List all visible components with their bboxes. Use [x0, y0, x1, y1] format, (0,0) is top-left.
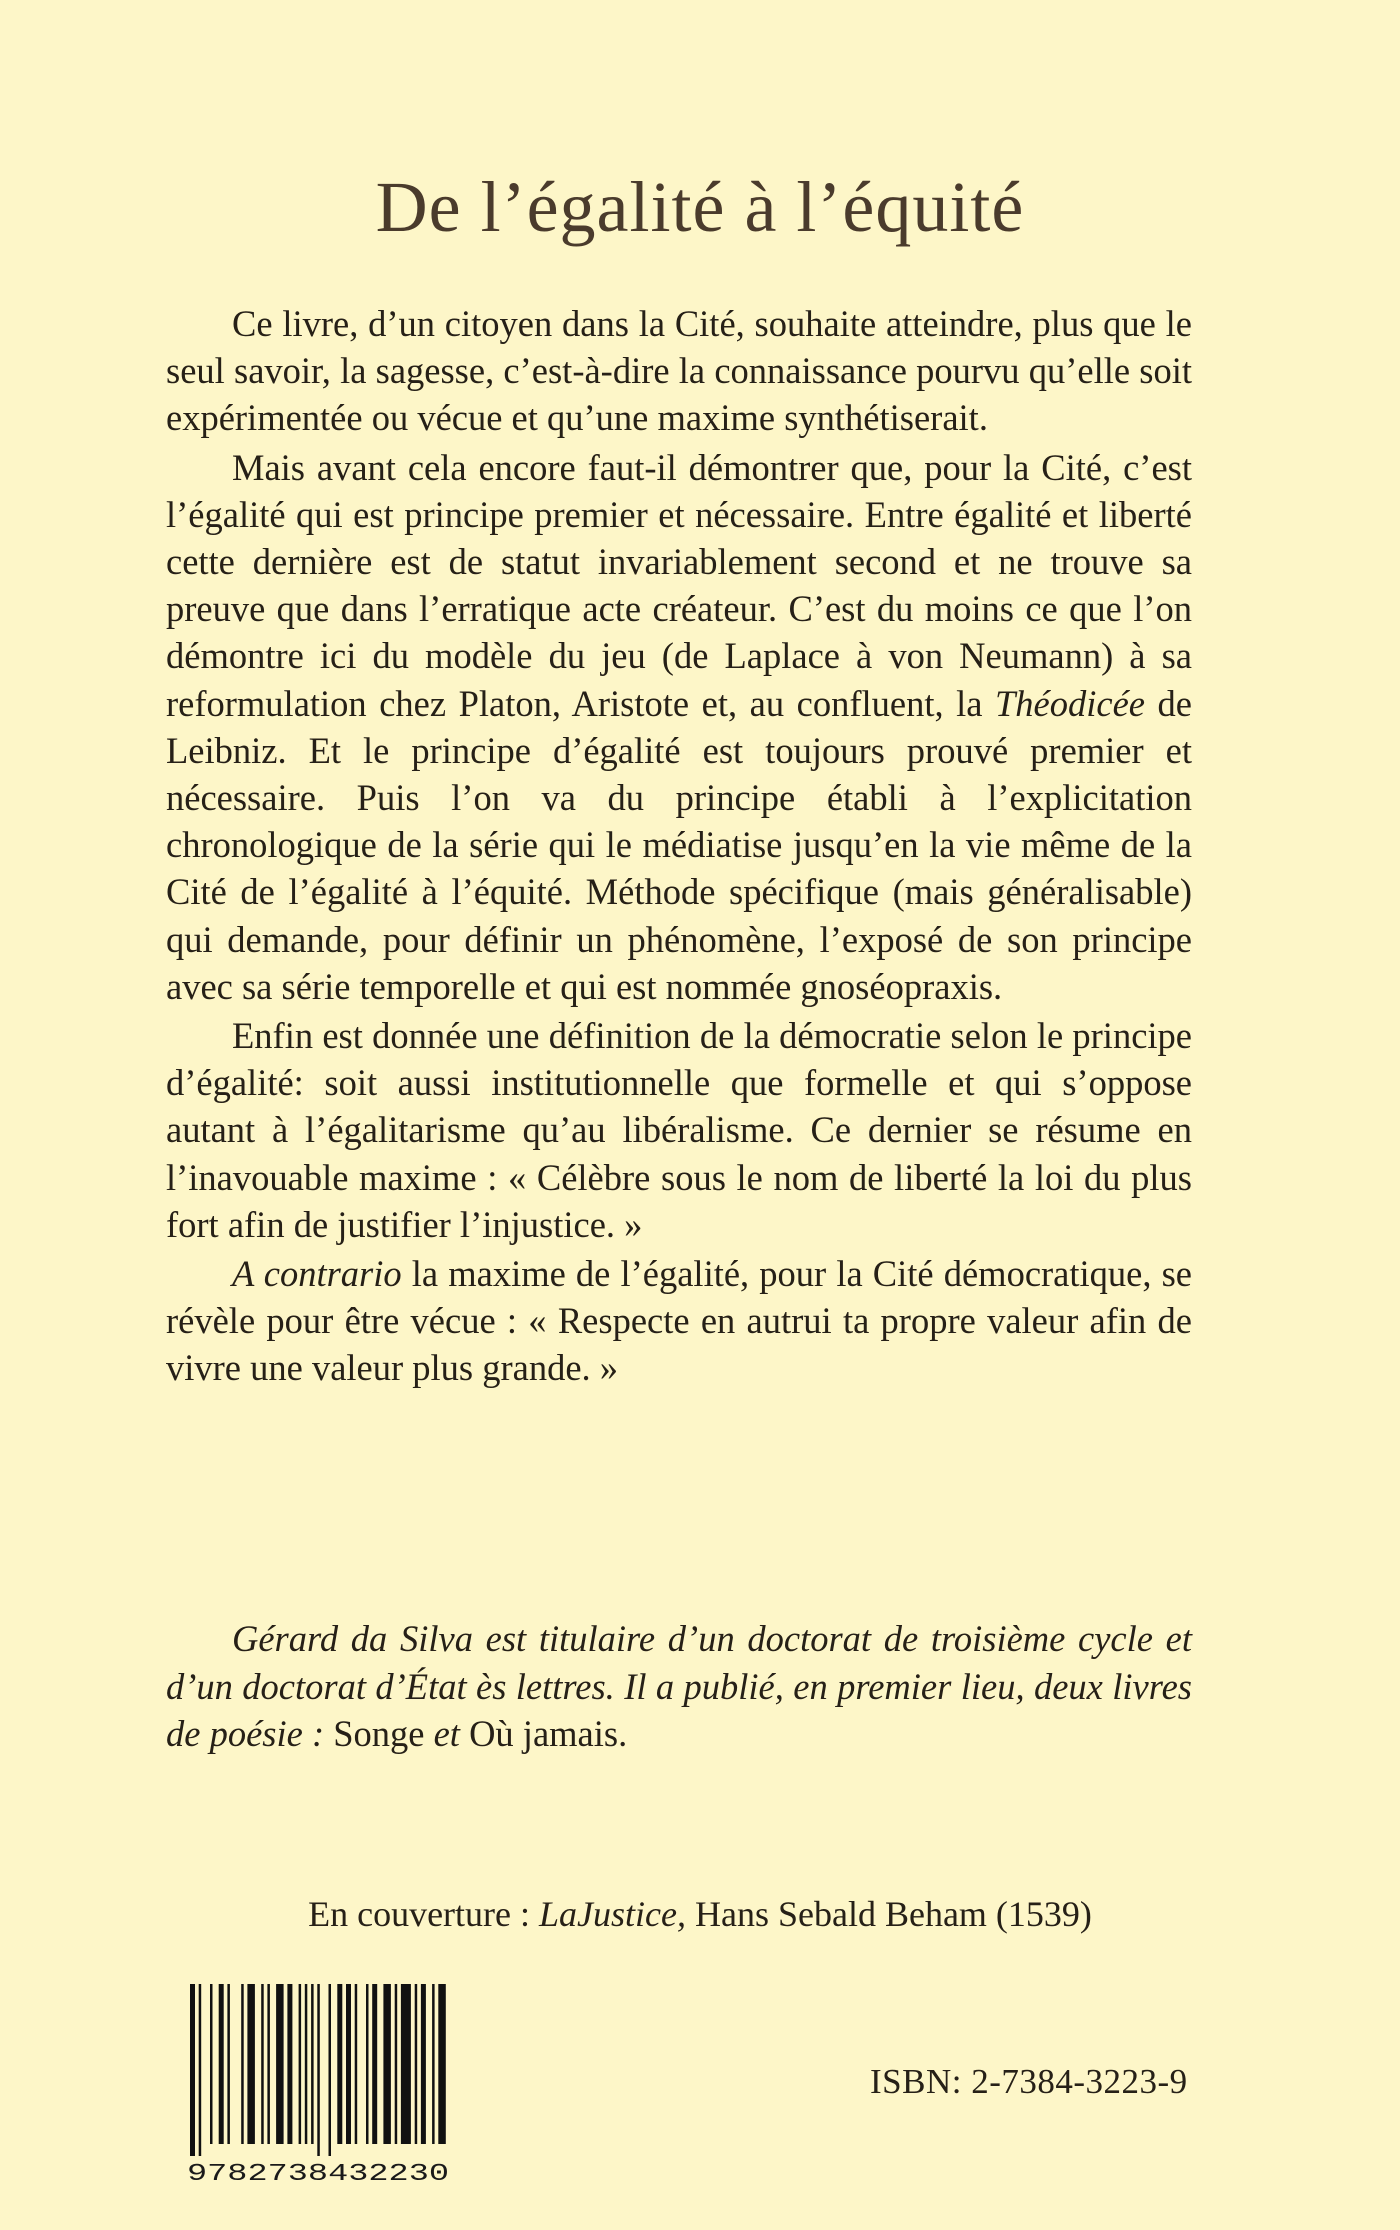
barcode-bar [227, 1984, 230, 2144]
barcode-bar [432, 1984, 435, 2144]
barcode-bar [305, 1984, 308, 2144]
barcode-bar [241, 1984, 244, 2144]
barcode [184, 1980, 452, 2185]
blurb-paragraph-1: Ce livre, d’un citoyen dans la Cité, souhaite atteindre, plus que le seul savoir, la sagesse, c’est-à-dire la connaissance pourvu qu’elle soit expérimentée ou vécue et qu’une maxime synthétiserait. [166, 303, 1192, 439]
barcode-bar [355, 1984, 358, 2144]
barcode-bar [372, 1984, 377, 2144]
barcode-bar [199, 1984, 202, 2156]
barcode-bars [190, 1984, 446, 2156]
barcode-bar [415, 1984, 418, 2144]
barcode-bar [261, 1984, 264, 2144]
barcode-bar [299, 1984, 302, 2144]
blurb-paragraph-2-part-b: de Leibniz. Et le principe d’égalité est toujours prouvé premier et nécessaire. Puis l’on va du principe établi à l’explicitation chronologique de la série qui le médiatise jusqu’en la vie même de la Cité de l’égalité à l’équité. Méthode spécifique (mais généralisable) qui demande, pour définir un phénomène, l’exposé de son principe avec sa série temporelle et qui est nommée gnoséopraxis. [166, 682, 1192, 1007]
bio-conjunction: et [424, 1713, 470, 1754]
cover-credit-prefix: En couverture : [308, 1894, 539, 1934]
author-bio-text: Gérard da Silva est titulaire d’un doctorat de troisième cycle et d’un doctorat d’État ès lettres. Il a publié, en premier lieu, deux livres de poésie : [166, 1618, 1192, 1754]
barcode-bar [287, 1984, 292, 2144]
barcode-bar [311, 1984, 314, 2144]
barcode-bar [329, 1984, 332, 2156]
barcode-bar [317, 1984, 320, 2156]
barcode-bar [346, 1984, 351, 2144]
author-bio-paragraph [166, 1615, 1192, 1758]
barcode-bar [210, 1984, 213, 2144]
blurb-paragraph-3: Enfin est donnée une définition de la démocratie selon le principe d’égalité: soit aussi institutionnelle que formelle et qui s’oppose autant à l’égalitarisme qu’au libéralisme. Ce dernier se résume en l’inavouable maxime : « Célèbre sous le nom de liberté la loi du plus fort afin de justifier l’injustice. » [166, 1015, 1192, 1245]
barcode-bar [395, 1984, 398, 2144]
barcode-bar [276, 1984, 284, 2144]
a-contrario: A contrario [232, 1253, 402, 1295]
cover-artist: Hans Sebald Beham (1539) [685, 1894, 1092, 1934]
barcode-bar [421, 1984, 426, 2144]
cover-artwork-title: LaJustice, [539, 1894, 686, 1934]
blurb [166, 300, 1192, 1392]
book-songe: Songe [333, 1713, 425, 1754]
blurb-paragraph-4 [166, 1250, 1192, 1392]
book-title: De l’égalité à l’équité [375, 167, 1025, 248]
book-ou-jamais: Où jamais. [469, 1713, 628, 1754]
barcode-bar [366, 1984, 369, 2144]
blurb-paragraph-2-part-a: Mais avant cela encore faut-il démontrer que, pour la Cité, c’est l’égalité qui est principe premier et nécessaire. Entre égalité et liberté cette dernière est de statut invariablement second et ne trouve sa preuve que dans l’erratique acte créateur. C’est du moins ce que l’on démontre ici du modèle du jeu (de Laplace à von Neumann) à sa reformulation chez Platon, Aristote et, au confluent, la [166, 446, 1192, 724]
barcode-digits: 9782738432230 [187, 2161, 449, 2185]
blurb-paragraph-2 [166, 444, 1192, 1010]
barcode-bar [337, 1984, 342, 2144]
cover-credit [0, 1893, 1400, 1935]
barcode-bar [383, 1984, 391, 2144]
barcode-bar [401, 1984, 411, 2144]
author-bio [166, 1615, 1192, 1758]
isbn: ISBN: 2-7384-3223-9 [870, 2062, 1188, 2101]
theodicee-title: Théodicée [995, 682, 1145, 724]
barcode-bar [267, 1984, 270, 2144]
barcode-bar [219, 1984, 224, 2144]
barcode-bar [247, 1984, 255, 2144]
barcode-bar [190, 1984, 195, 2156]
barcode-bar [438, 1984, 446, 2144]
blurb-paragraph-4-rest: la maxime de l’égalité, pour la Cité démocratique, se révèle pour être vécue : « Respecte en autrui ta propre valeur afin de vivre une valeur plus grande. » [166, 1253, 1193, 1389]
